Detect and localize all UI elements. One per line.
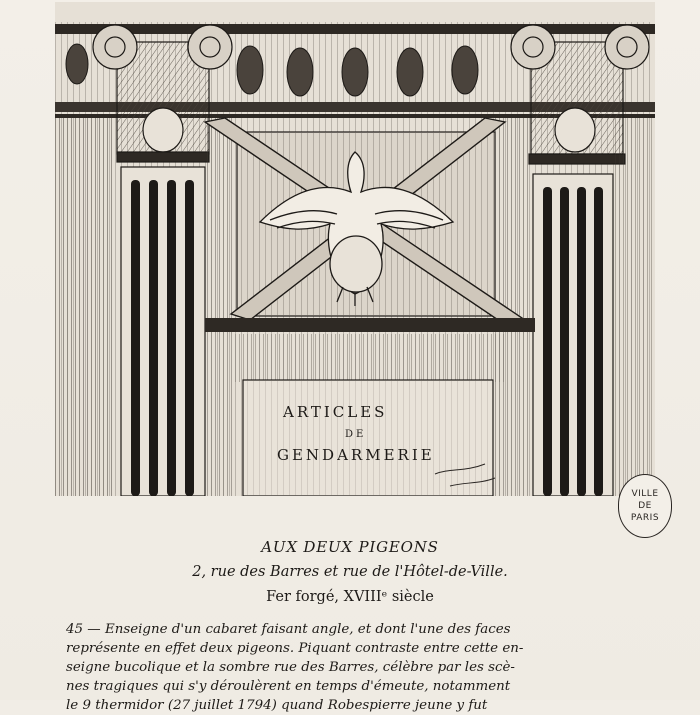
description-line: représente en effet deux pigeons. Piquant contraste entre cette en- — [66, 641, 524, 656]
stamp-line-3: PARIS — [630, 513, 660, 523]
caption-title: AUX DEUX PIGEONS — [261, 538, 439, 556]
sign-text-gendarmerie: GENDARMERIE — [277, 446, 435, 464]
engraving-illustration — [55, 2, 655, 496]
description-line: le 9 thermidor (27 juillet 1794) quand Robespierre jeune y fut — [66, 698, 488, 713]
sign-text-articles: ARTICLES — [283, 403, 388, 421]
ville-de-paris-stamp — [618, 474, 672, 538]
description-line: 45 — Enseigne d'un cabaret faisant angle, et dont l'une des faces — [66, 622, 511, 637]
engraving-drawing — [55, 2, 655, 496]
caption-period: Fer forgé, XVIIIᵉ siècle — [266, 589, 434, 605]
description-line: seigne bucolique et la sombre rue des Barres, célèbre par les scè- — [66, 660, 515, 675]
stamp-line-1: VILLE — [631, 489, 659, 499]
stamp-line-2: DE — [638, 501, 652, 511]
caption-address: 2, rue des Barres et rue de l'Hôtel-de-Ville. — [192, 564, 508, 580]
description-line: nes tragiques qui s'y déroulèrent en temps d'émeute, notamment — [66, 679, 511, 694]
sign-text-de: DE — [345, 429, 367, 440]
caption-description — [66, 620, 666, 715]
